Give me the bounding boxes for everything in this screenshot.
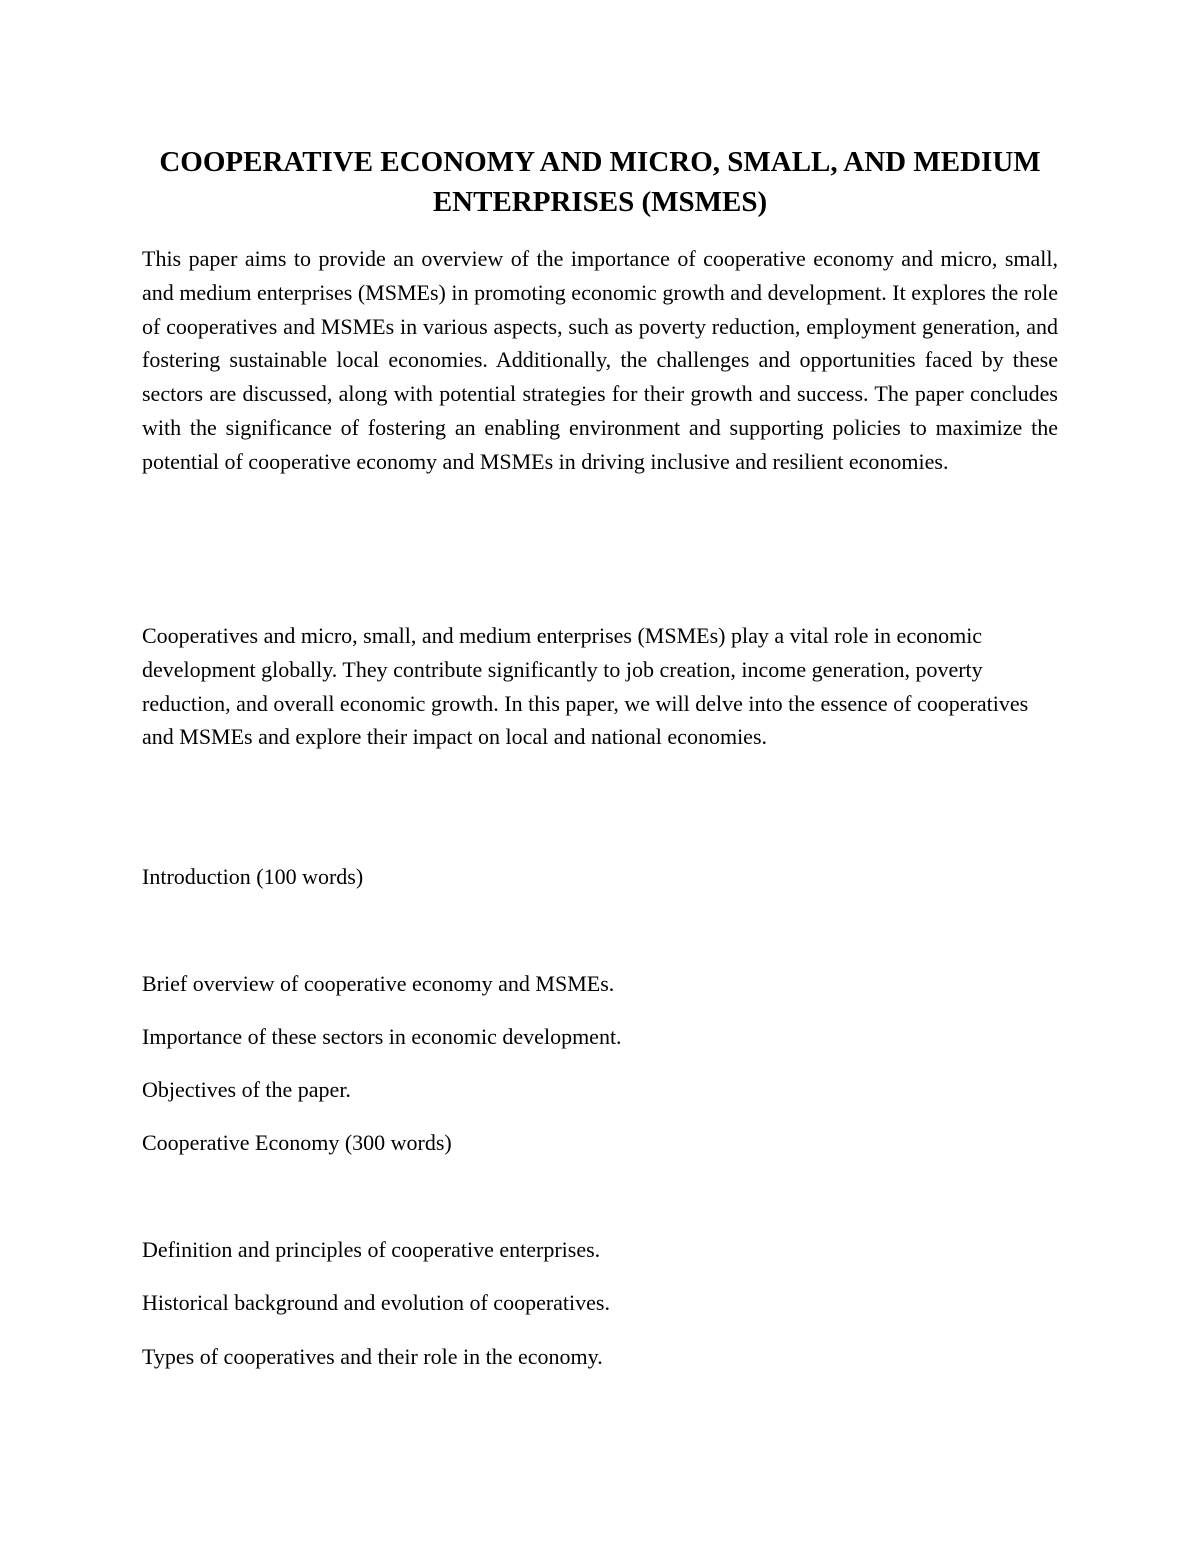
outline-item: Objectives of the paper. xyxy=(142,1077,351,1102)
outline-item: Definition and principles of cooperative enterprises. xyxy=(142,1237,601,1262)
intro-paragraph: Cooperatives and micro, small, and medium enterprises (MSMEs) play a vital role in economic development globally. They contribute significantly to job creation, income generation, poverty reduction, and overall economic growth. In this paper, we will delve into the essence of cooperatives and MSMEs and explore their impact on local and national economies. xyxy=(142,623,1029,750)
outline-item: Importance of these sectors in economic development. xyxy=(142,1024,622,1049)
outline-heading-cooperative-economy: Cooperative Economy (300 words) xyxy=(142,1130,452,1155)
document-title: COOPERATIVE ECONOMY AND MICRO, SMALL, AND MEDIUM ENTERPRISES (MSMES) xyxy=(159,146,1041,218)
abstract-paragraph: This paper aims to provide an overview of the importance of cooperative economy and micro, small, and medium enterprises (MSMEs) in promoting economic growth and development. It explores the role of cooperatives and MSMEs in various aspects, such as poverty reduction, employment generation, and fostering sustainable local economies. Additionally, the challenges and opportunities faced by these sectors are discussed, along with potential strategies for their growth and success. The paper concludes with the significance of fostering an enabling environment and supporting policies to maximize the potential of cooperative economy and MSMEs in driving inclusive and resilient economies. xyxy=(142,246,1058,474)
outline-item: Brief overview of cooperative economy and MSMEs. xyxy=(142,971,615,996)
outline-heading-introduction: Introduction (100 words) xyxy=(142,864,364,889)
outline-item: Types of cooperatives and their role in the economy. xyxy=(142,1344,603,1369)
outline-item: Historical background and evolution of cooperatives. xyxy=(142,1290,610,1315)
